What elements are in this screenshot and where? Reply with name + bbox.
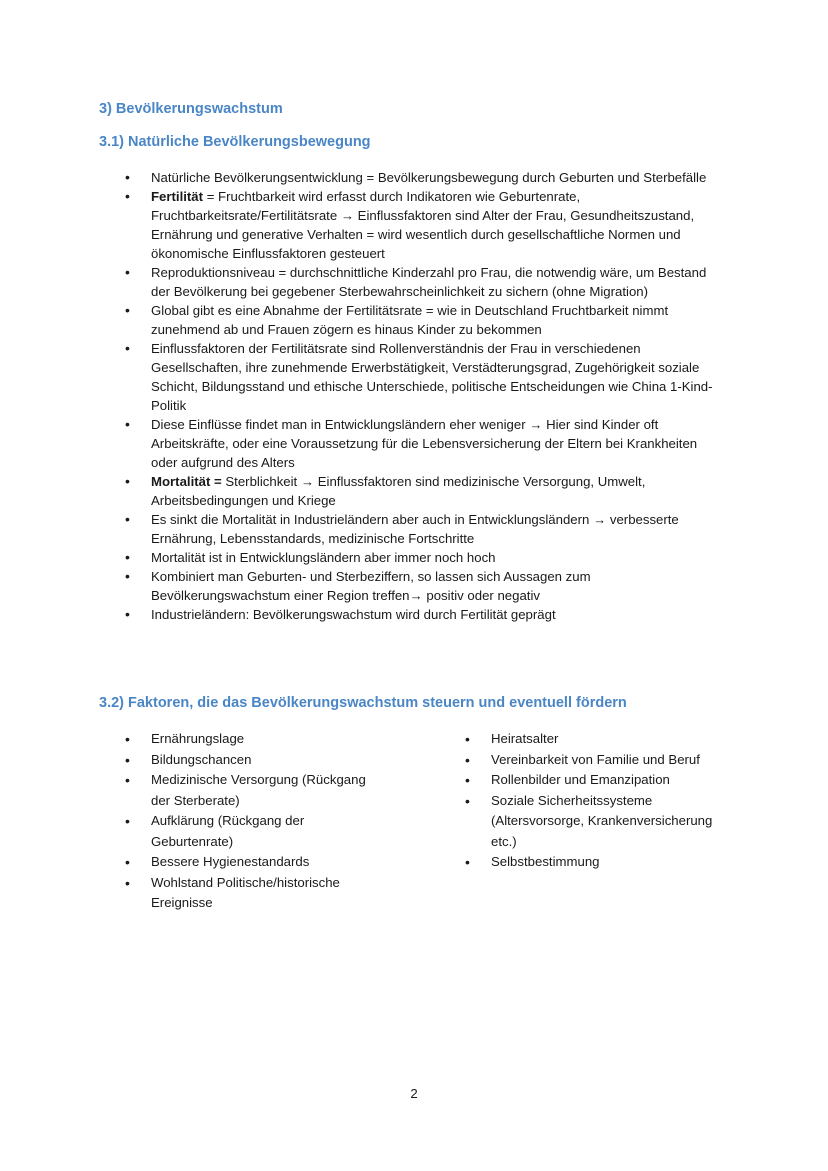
list-item: • Soziale Sicherheitssysteme (Altersvorsorge, Krankenversicherung etc.) — [465, 791, 730, 853]
list-item: • Kombiniert man Geburten- und Sterbeziffern, so lassen sich Aussagen zum Bevölkerungswachstum einer Region treffen→ positiv oder negativ — [125, 567, 715, 605]
page-number: 2 — [410, 1086, 418, 1101]
list-item: • Wohlstand Politische/historische Ereignisse — [125, 873, 385, 914]
list-item: • Heiratsalter — [465, 729, 730, 750]
natural-movement-list — [125, 168, 715, 624]
list-item: • Industrieländern: Bevölkerungswachstum wird durch Fertilität geprägt — [125, 605, 715, 624]
list-item: • Ernährungslage — [125, 729, 385, 750]
list-item: • Mortalität ist in Entwicklungsländern aber immer noch hoch — [125, 548, 715, 567]
list-item: • Global gibt es eine Abnahme der Fertilitätsrate = wie in Deutschland Fruchtbarkeit nimmt zunehmend ab und Frauen zögern es hinaus Kinder zu bekommen — [125, 301, 715, 339]
list-item: • Fertilität = Fruchtbarkeit wird erfasst durch Indikatoren wie Geburtenrate, Fruchtbarkeitsrate/Fertilitätsrate → Einflussfaktoren sind Alter der Frau, Gesundheitszustand, Ernährung und generative Verhalten = wird wesentlich durch gesellschaftliche Normen und ökonomische Einflussfaktoren gesteuert — [125, 187, 715, 263]
list-item: • Reproduktionsniveau = durchschnittliche Kinderzahl pro Frau, die notwendig wäre, um Bestand der Bevölkerung bei gegebener Sterbewahrscheinlichkeit zu sichern (ohne Migration) — [125, 263, 715, 301]
list-item: • Medizinische Versorgung (Rückgang der Sterberate) — [125, 770, 385, 811]
list-item: • Einflussfaktoren der Fertilitätsrate sind Rollenverständnis der Frau in verschiedenen Gesellschaften, ihre zunehmende Erwerbstätigkeit, Verstädterungsgrad, Zugehörigkeit soziale Schicht, Bildungsstand und ethische Unterschiede, politische Entscheidungen wie China 1-Kind-Politik — [125, 339, 715, 415]
growth-factors-right-list — [465, 729, 730, 873]
list-item: • Bildungschancen — [125, 750, 385, 771]
section-heading: 3) Bevölkerungswachstum — [99, 101, 283, 117]
subsection-heading-natural-movement: 3.1) Natürliche Bevölkerungsbewegung — [99, 134, 371, 150]
list-item: • Aufklärung (Rückgang der Geburtenrate) — [125, 811, 385, 852]
list-item: • Vereinbarkeit von Familie und Beruf — [465, 750, 730, 771]
growth-factors-left-list — [125, 729, 385, 914]
subsection-heading-growth-factors: 3.2) Faktoren, die das Bevölkerungswachstum steuern und eventuell fördern — [99, 695, 627, 711]
list-item: • Diese Einflüsse findet man in Entwicklungsländern eher weniger → Hier sind Kinder oft Arbeitskräfte, oder eine Voraussetzung für die Lebensversicherung der Eltern bei Krankheiten oder aufgrund des Alters — [125, 415, 715, 472]
list-item: • Rollenbilder und Emanzipation — [465, 770, 730, 791]
list-item: • Mortalität = Sterblichkeit → Einflussfaktoren sind medizinische Versorgung, Umwelt, Arbeitsbedingungen und Kriege — [125, 472, 715, 510]
list-item: • Natürliche Bevölkerungsentwicklung = Bevölkerungsbewegung durch Geburten und Sterbefälle — [125, 168, 715, 187]
list-item: • Es sinkt die Mortalität in Industrieländern aber auch in Entwicklungsländern → verbesserte Ernährung, Lebensstandards, medizinische Fortschritte — [125, 510, 715, 548]
list-item: • Bessere Hygienestandards — [125, 852, 385, 873]
list-item: • Selbstbestimmung — [465, 852, 730, 873]
